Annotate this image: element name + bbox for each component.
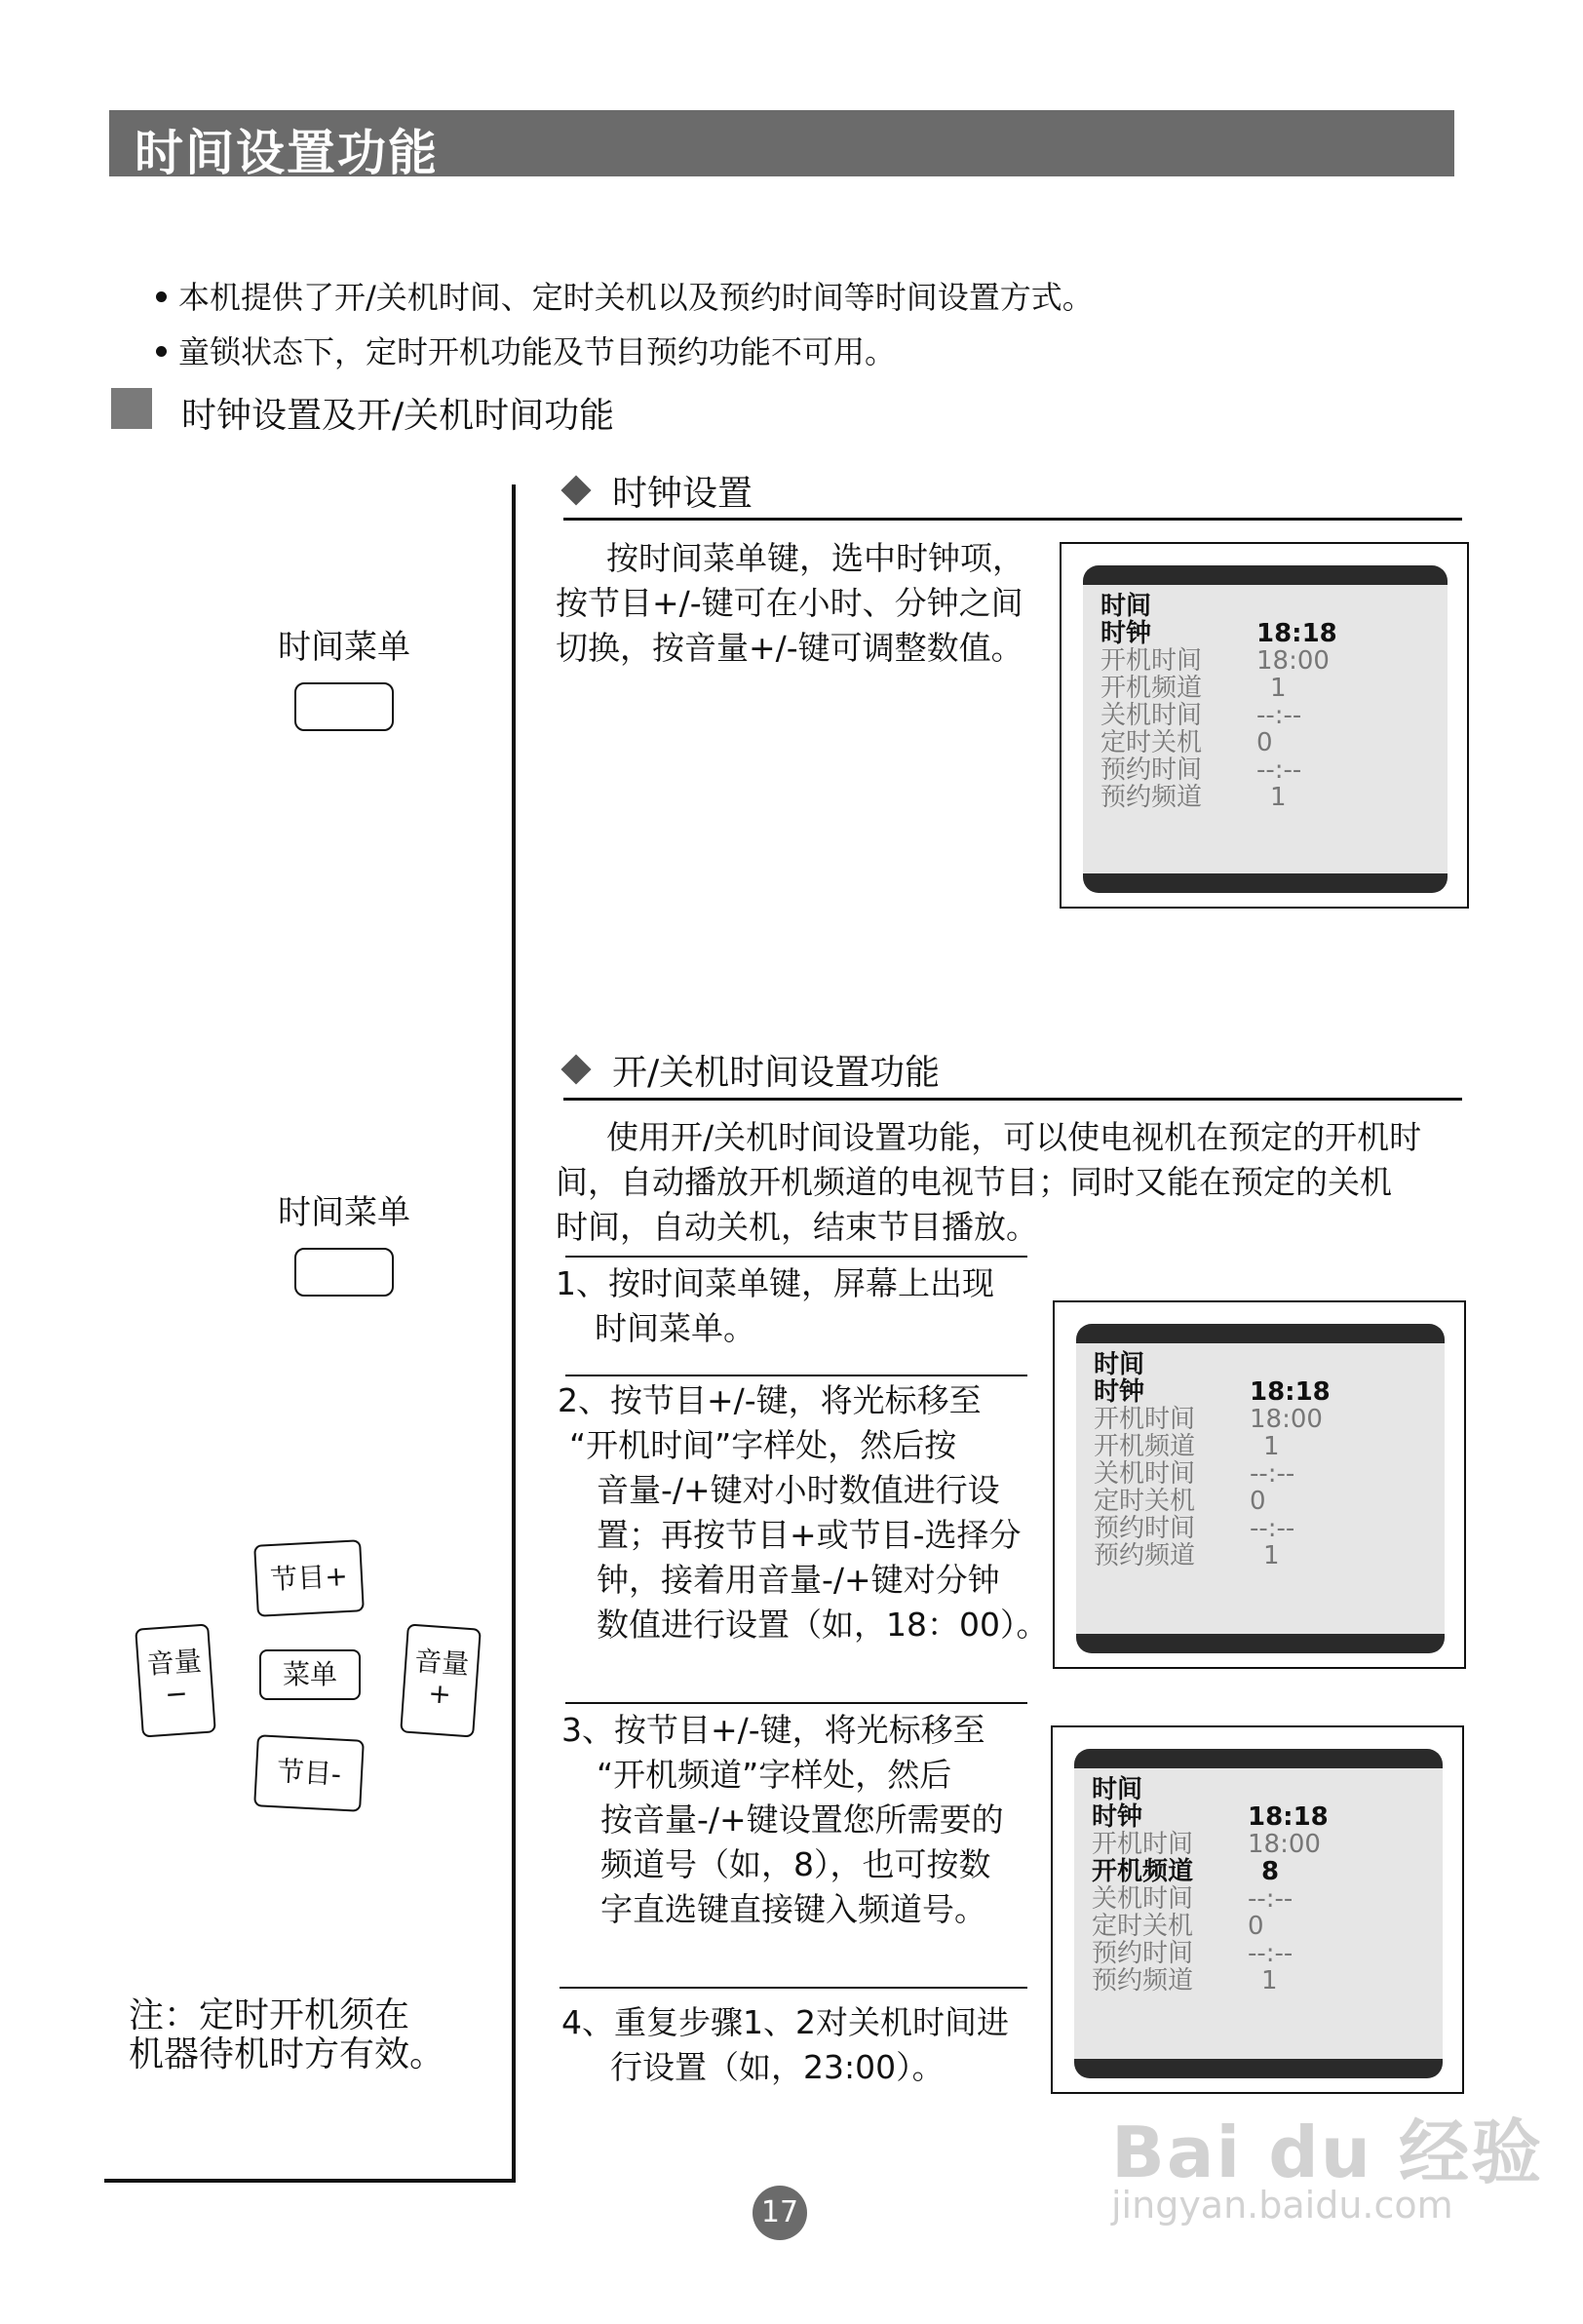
onoff-heading: 开/关机时间设置功能 [565, 1045, 940, 1095]
screen-top-bar [1076, 1324, 1445, 1343]
menu-row-sleep: 定时关机 0 [1092, 1912, 1264, 1941]
screen-bottom-bar [1083, 873, 1448, 893]
footnote: 注：定时开机须在 机器待机时方有效。 [129, 1995, 445, 2074]
menu-title: 时间 [1094, 1350, 1145, 1379]
diamond-icon [560, 475, 591, 505]
volume-up-button[interactable]: 音量 + [400, 1623, 482, 1737]
menu-row-off-time: 关机时间 --:-- [1092, 1884, 1293, 1914]
channel-up-button[interactable]: 节目+ [253, 1539, 365, 1617]
diamond-icon [560, 1054, 591, 1084]
menu-row-sleep: 定时关机 0 [1100, 728, 1273, 757]
vertical-divider [512, 484, 516, 2181]
menu-row-off-time: 关机时间 --:-- [1100, 701, 1302, 730]
menu-row-clock: 时钟 18:18 [1094, 1377, 1331, 1407]
menu-row-clock: 时钟 18:18 [1092, 1802, 1329, 1832]
onoff-intro: 使用开/关机时间设置功能，可以使电视机在预定的开机时 间，自动播放开机频道的电视节目；同时又能在预定的关机 时间，自动关机，结束节目播放。 [556, 1118, 1422, 1246]
bullet-item: 童锁状态下，定时开机功能及节目预约功能不可用。 [156, 328, 896, 372]
section-square-icon [111, 388, 152, 429]
step-divider [560, 1987, 1027, 1989]
time-menu-screen [1060, 542, 1469, 909]
heading-underline [563, 518, 1462, 521]
step-divider [565, 1256, 1027, 1258]
step-4: 4、重复步骤1、2对关机时间进 行设置（如，23:00）。 [561, 2003, 1009, 2086]
section-title: 时钟设置及开/关机时间功能 [181, 396, 615, 436]
menu-row-on-channel: 开机频道 1 [1100, 674, 1287, 703]
menu-row-reserve-time: 预约时间 --:-- [1092, 1939, 1293, 1968]
page-title-bar [109, 110, 1454, 181]
menu-row-on-time: 开机时间 18:00 [1092, 1830, 1321, 1859]
time-menu-button[interactable] [294, 682, 394, 731]
menu-title: 时间 [1092, 1775, 1143, 1804]
time-menu-screen [1051, 1725, 1464, 2094]
menu-row-clock: 时钟 18:18 [1100, 619, 1337, 648]
bullet-icon [156, 291, 167, 302]
menu-title: 时间 [1100, 592, 1152, 621]
screen-bottom-bar [1076, 1634, 1445, 1653]
channel-down-button[interactable]: 节目- [253, 1734, 365, 1812]
bullet-item: 本机提供了开/关机时间、定时关机以及预约时间等时间设置方式。 [156, 273, 1094, 318]
menu-row-reserve-channel: 预约频道 1 [1094, 1541, 1280, 1570]
menu-row-on-channel: 开机频道 1 [1094, 1432, 1280, 1461]
step-3: 3、按节目+/-键，将光标移至 “开机频道”字样处，然后 按音量-/+键设置您所需要的 频道号（如，8），也可按数 字直选键直接键入频道号。 [561, 1711, 1004, 1928]
watermark-url: jingyan.baidu.com [1111, 2184, 1453, 2227]
menu-row-reserve-time: 预约时间 --:-- [1094, 1514, 1295, 1543]
menu-row-reserve-time: 预约时间 --:-- [1100, 755, 1302, 785]
bottom-divider [104, 2179, 516, 2183]
time-menu-key-label: 时间菜单 [278, 1193, 410, 1232]
clock-description: 按时间菜单键，选中时钟项， 按节目+/-键可在小时、分钟之间 切换，按音量+/-键可调整数值。 [556, 539, 1024, 667]
step-2: 2、按节目+/-键，将光标移至 “开机时间”字样处，然后按 音量-/+键对小时数值进行设 置；再按节目+或节目-选择分 钟，接着用音量-/+键对分钟 数值进行设置（如，18：00）。 [558, 1381, 1049, 1644]
menu-row-on-time: 开机时间 18:00 [1094, 1405, 1323, 1434]
menu-row-on-time: 开机时间 18:00 [1100, 646, 1330, 676]
menu-row-reserve-channel: 预约频道 1 [1100, 783, 1287, 812]
screen-top-bar [1083, 565, 1448, 585]
page-title: 时间设置功能 [135, 125, 439, 181]
step-divider [565, 1375, 1027, 1376]
bullet-icon [156, 346, 167, 357]
screen-bottom-bar [1074, 2059, 1443, 2078]
step-1: 1、按时间菜单键，屏幕上出现 时间菜单。 [556, 1264, 994, 1347]
menu-row-on-channel: 开机频道 8 [1092, 1857, 1280, 1886]
volume-down-button[interactable]: 音量 − [135, 1623, 216, 1737]
clock-heading: 时钟设置 [565, 466, 753, 516]
menu-button[interactable]: 菜单 [259, 1649, 361, 1700]
time-menu-key-label: 时间菜单 [278, 628, 410, 667]
menu-row-off-time: 关机时间 --:-- [1094, 1459, 1295, 1489]
screen-top-bar [1074, 1749, 1443, 1768]
menu-row-sleep: 定时关机 0 [1094, 1487, 1266, 1516]
step-divider [565, 1702, 1027, 1704]
time-menu-screen [1053, 1300, 1466, 1669]
heading-underline [563, 1098, 1462, 1101]
menu-row-reserve-channel: 预约频道 1 [1092, 1966, 1278, 1995]
time-menu-button[interactable] [294, 1248, 394, 1297]
watermark-logo: Bai du 经验 [1111, 2111, 1544, 2193]
page-number: 17 [753, 2186, 807, 2240]
